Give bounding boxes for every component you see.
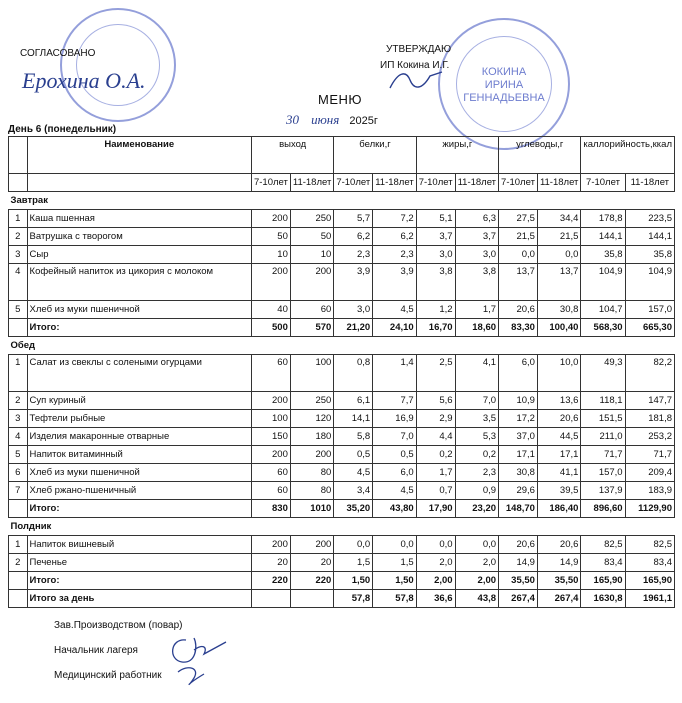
- age-7-10: 7-10лет: [251, 174, 290, 192]
- value-cell: 13,7: [537, 264, 580, 301]
- value-cell: 6,3: [455, 210, 498, 228]
- value-cell: 6,0: [373, 464, 416, 482]
- value-cell: 4,5: [373, 482, 416, 500]
- value-cell: 5,1: [416, 210, 455, 228]
- day-total-value: [251, 590, 290, 608]
- total-value: 16,70: [416, 319, 455, 337]
- value-cell: 50: [290, 228, 333, 246]
- value-cell: 20,6: [499, 536, 538, 554]
- value-cell: 20: [290, 554, 333, 572]
- total-value: 220: [290, 572, 333, 590]
- value-cell: 0,0: [537, 246, 580, 264]
- value-cell: 7,0: [455, 392, 498, 410]
- value-cell: 30,8: [537, 301, 580, 319]
- total-value: 220: [251, 572, 290, 590]
- value-cell: 71,7: [625, 446, 674, 464]
- value-cell: 80: [290, 464, 333, 482]
- total-value: 83,30: [499, 319, 538, 337]
- header-row: [9, 137, 675, 174]
- dish-name: Изделия макаронные отварные: [27, 428, 251, 446]
- section-title: Полдник: [9, 518, 675, 536]
- approval-stamp: [438, 18, 570, 150]
- header-name: Наименование: [27, 137, 251, 174]
- day-total-value: 57,8: [334, 590, 373, 608]
- value-cell: 181,8: [625, 410, 674, 428]
- value-cell: 82,5: [625, 536, 674, 554]
- value-cell: 100: [251, 410, 290, 428]
- value-cell: 178,8: [581, 210, 625, 228]
- day-total-value: 36,6: [416, 590, 455, 608]
- dish-name: Хлеб из муки пшеничной: [27, 301, 251, 319]
- total-value: 23,20: [455, 500, 498, 518]
- total-value: 2,00: [455, 572, 498, 590]
- value-cell: 60: [251, 482, 290, 500]
- value-cell: 104,7: [581, 301, 625, 319]
- dish-name: Кофейный напиток из цикория с молоком: [27, 264, 251, 301]
- value-cell: 120: [290, 410, 333, 428]
- row-number: 2: [9, 554, 28, 572]
- value-cell: 5,8: [334, 428, 373, 446]
- value-cell: 10: [290, 246, 333, 264]
- value-cell: 200: [251, 536, 290, 554]
- row-number: 6: [9, 464, 28, 482]
- header-yield: выход: [251, 137, 333, 174]
- dish-name: Ватрушка с творогом: [27, 228, 251, 246]
- total-value: 35,50: [537, 572, 580, 590]
- age-11-18: 11-18лет: [625, 174, 674, 192]
- total-value: 1129,90: [625, 500, 674, 518]
- table-row: [9, 264, 675, 301]
- dish-name: Хлеб ржано-пшеничный: [27, 482, 251, 500]
- table-row: [9, 536, 675, 554]
- value-cell: 144,1: [581, 228, 625, 246]
- total-row: [9, 500, 675, 518]
- approver-name: ИП Кокина И.Г.: [380, 60, 450, 71]
- total-value: 186,40: [537, 500, 580, 518]
- value-cell: 0,2: [416, 446, 455, 464]
- section-title: Обед: [9, 337, 675, 355]
- total-value: 43,80: [373, 500, 416, 518]
- camp-head-label: Начальник лагеря: [54, 645, 138, 656]
- value-cell: 0,7: [416, 482, 455, 500]
- row-number: 1: [9, 210, 28, 228]
- value-cell: 21,5: [499, 228, 538, 246]
- total-value: 500: [251, 319, 290, 337]
- value-cell: 34,4: [537, 210, 580, 228]
- header-protein: белки,г: [334, 137, 416, 174]
- day-total-row: [9, 590, 675, 608]
- value-cell: 83,4: [625, 554, 674, 572]
- header-fat: жиры,г: [416, 137, 498, 174]
- production-label: Зав.Производством (повар): [54, 620, 183, 631]
- value-cell: 60: [251, 355, 290, 392]
- row-number: 4: [9, 264, 28, 301]
- day-label: День 6 (понедельник): [8, 124, 117, 135]
- value-cell: 39,5: [537, 482, 580, 500]
- value-cell: 5,7: [334, 210, 373, 228]
- value-cell: 10,0: [537, 355, 580, 392]
- value-cell: 3,9: [373, 264, 416, 301]
- value-cell: 16,9: [373, 410, 416, 428]
- table-row: [9, 228, 675, 246]
- value-cell: 180: [290, 428, 333, 446]
- value-cell: 7,2: [373, 210, 416, 228]
- value-cell: 0,0: [334, 536, 373, 554]
- age-11-18: 11-18лет: [455, 174, 498, 192]
- menu-title: МЕНЮ: [318, 92, 363, 107]
- value-cell: 2,3: [373, 246, 416, 264]
- value-cell: 200: [251, 446, 290, 464]
- value-cell: 7,0: [373, 428, 416, 446]
- value-cell: 183,9: [625, 482, 674, 500]
- value-cell: 1,4: [373, 355, 416, 392]
- value-cell: 209,4: [625, 464, 674, 482]
- table-row: [9, 210, 675, 228]
- table-row: [9, 301, 675, 319]
- value-cell: 104,9: [625, 264, 674, 301]
- table-row: [9, 392, 675, 410]
- value-cell: 144,1: [625, 228, 674, 246]
- value-cell: 10: [251, 246, 290, 264]
- value-cell: 0,0: [499, 246, 538, 264]
- value-cell: 200: [290, 446, 333, 464]
- row-number: [9, 319, 28, 337]
- total-value: 35,20: [334, 500, 373, 518]
- stamp-line-2: ИРИНА: [484, 79, 524, 91]
- value-cell: 13,7: [499, 264, 538, 301]
- value-cell: 20: [251, 554, 290, 572]
- dish-name: Суп куриный: [27, 392, 251, 410]
- table-row: [9, 246, 675, 264]
- value-cell: 118,1: [581, 392, 625, 410]
- value-cell: 60: [251, 464, 290, 482]
- value-cell: 1,2: [416, 301, 455, 319]
- row-number: 3: [9, 246, 28, 264]
- total-row: [9, 572, 675, 590]
- value-cell: 0,0: [373, 536, 416, 554]
- value-cell: 44,5: [537, 428, 580, 446]
- value-cell: 104,9: [581, 264, 625, 301]
- value-cell: 223,5: [625, 210, 674, 228]
- total-value: 17,90: [416, 500, 455, 518]
- total-value: 1010: [290, 500, 333, 518]
- value-cell: 0,5: [373, 446, 416, 464]
- value-cell: 200: [251, 264, 290, 301]
- footer-signature: [164, 620, 244, 690]
- age-7-10: 7-10лет: [334, 174, 373, 192]
- stamp-line-1: КОКИНА: [481, 66, 527, 78]
- table-row: [9, 410, 675, 428]
- value-cell: 200: [290, 536, 333, 554]
- total-row: [9, 319, 675, 337]
- value-cell: 2,3: [334, 246, 373, 264]
- table-row: [9, 446, 675, 464]
- total-value: 24,10: [373, 319, 416, 337]
- value-cell: 3,9: [334, 264, 373, 301]
- section-row: [9, 192, 675, 210]
- value-cell: 3,5: [455, 410, 498, 428]
- age-7-10: 7-10лет: [581, 174, 625, 192]
- value-cell: 29,6: [499, 482, 538, 500]
- table-row: [9, 428, 675, 446]
- value-cell: 14,9: [537, 554, 580, 572]
- value-cell: 17,1: [537, 446, 580, 464]
- section-title: Завтрак: [9, 192, 675, 210]
- value-cell: 3,8: [416, 264, 455, 301]
- age-7-10: 7-10лет: [416, 174, 455, 192]
- value-cell: 1,7: [455, 301, 498, 319]
- value-cell: 211,0: [581, 428, 625, 446]
- dish-name: Напиток витаминный: [27, 446, 251, 464]
- total-value: 1,50: [334, 572, 373, 590]
- value-cell: 20,6: [537, 410, 580, 428]
- dish-name: Хлеб из муки пшеничной: [27, 464, 251, 482]
- header-carbs: углеводы,г: [499, 137, 581, 174]
- total-value: 1,50: [373, 572, 416, 590]
- value-cell: 3,8: [455, 264, 498, 301]
- total-value: 830: [251, 500, 290, 518]
- value-cell: 3,7: [455, 228, 498, 246]
- table-row: [9, 464, 675, 482]
- table-row: [9, 482, 675, 500]
- total-value: 148,70: [499, 500, 538, 518]
- value-cell: 14,1: [334, 410, 373, 428]
- value-cell: 6,1: [334, 392, 373, 410]
- value-cell: 2,5: [416, 355, 455, 392]
- total-value: 896,60: [581, 500, 625, 518]
- value-cell: 250: [290, 210, 333, 228]
- value-cell: 100: [290, 355, 333, 392]
- value-cell: 7,7: [373, 392, 416, 410]
- total-value: 35,50: [499, 572, 538, 590]
- value-cell: 41,1: [537, 464, 580, 482]
- age-header-row: [9, 174, 675, 192]
- value-cell: 4,5: [334, 464, 373, 482]
- row-number: [9, 572, 28, 590]
- date-month: июня: [311, 112, 340, 127]
- value-cell: 3,7: [416, 228, 455, 246]
- row-number: 2: [9, 392, 28, 410]
- value-cell: 3,0: [455, 246, 498, 264]
- day-total-value: 57,8: [373, 590, 416, 608]
- value-cell: 37,0: [499, 428, 538, 446]
- total-value: 165,90: [625, 572, 674, 590]
- value-cell: 14,9: [499, 554, 538, 572]
- value-cell: 82,5: [581, 536, 625, 554]
- value-cell: 60: [290, 301, 333, 319]
- value-cell: 35,8: [581, 246, 625, 264]
- total-value: 100,40: [537, 319, 580, 337]
- value-cell: 200: [290, 264, 333, 301]
- age-11-18: 11-18лет: [373, 174, 416, 192]
- age-7-10: 7-10лет: [499, 174, 538, 192]
- medic-label: Медицинский работник: [54, 670, 162, 681]
- date-year: 2025г: [349, 115, 378, 127]
- agreed-label: СОГЛАСОВАНО: [20, 48, 96, 59]
- total-label: Итого:: [27, 500, 251, 518]
- value-cell: 253,2: [625, 428, 674, 446]
- total-value: 165,90: [581, 572, 625, 590]
- section-row: [9, 518, 675, 536]
- day-total-value: 267,4: [499, 590, 538, 608]
- total-value: 2,00: [416, 572, 455, 590]
- value-cell: 0,9: [455, 482, 498, 500]
- stamp-line-3: ГЕННАДЬЕВНА: [463, 92, 545, 104]
- value-cell: 1,5: [334, 554, 373, 572]
- value-cell: 0,8: [334, 355, 373, 392]
- value-cell: 83,4: [581, 554, 625, 572]
- dish-name: Напиток вишневый: [27, 536, 251, 554]
- value-cell: 0,0: [416, 536, 455, 554]
- dish-name: Каша пшенная: [27, 210, 251, 228]
- section-row: [9, 337, 675, 355]
- row-number: 1: [9, 536, 28, 554]
- value-cell: 157,0: [625, 301, 674, 319]
- total-value: 570: [290, 319, 333, 337]
- age-11-18: 11-18лет: [537, 174, 580, 192]
- total-value: 568,30: [581, 319, 625, 337]
- value-cell: 20,6: [499, 301, 538, 319]
- menu-date: [286, 112, 378, 128]
- date-day: 30: [286, 112, 299, 127]
- row-number: 5: [9, 301, 28, 319]
- value-cell: 10,9: [499, 392, 538, 410]
- row-number: 5: [9, 446, 28, 464]
- total-value: 18,60: [455, 319, 498, 337]
- menu-table: [8, 136, 675, 608]
- value-cell: 2,3: [455, 464, 498, 482]
- value-cell: 82,2: [625, 355, 674, 392]
- age-11-18: 11-18лет: [290, 174, 333, 192]
- day-total-label: Итого за день: [27, 590, 251, 608]
- stamp-text: [440, 66, 568, 105]
- row-number: 7: [9, 482, 28, 500]
- value-cell: 1,5: [373, 554, 416, 572]
- table-row: [9, 554, 675, 572]
- value-cell: 3,4: [334, 482, 373, 500]
- day-total-value: 267,4: [537, 590, 580, 608]
- table-row: [9, 355, 675, 392]
- value-cell: 71,7: [581, 446, 625, 464]
- value-cell: 4,1: [455, 355, 498, 392]
- value-cell: 6,2: [373, 228, 416, 246]
- value-cell: 0,2: [455, 446, 498, 464]
- value-cell: 17,1: [499, 446, 538, 464]
- value-cell: 0,0: [455, 536, 498, 554]
- value-cell: 80: [290, 482, 333, 500]
- total-value: 665,30: [625, 319, 674, 337]
- value-cell: 27,5: [499, 210, 538, 228]
- value-cell: 200: [251, 210, 290, 228]
- day-total-value: [290, 590, 333, 608]
- value-cell: 137,9: [581, 482, 625, 500]
- value-cell: 0,5: [334, 446, 373, 464]
- value-cell: 1,7: [416, 464, 455, 482]
- dish-name: Печенье: [27, 554, 251, 572]
- row-number: 1: [9, 355, 28, 392]
- value-cell: 2,0: [416, 554, 455, 572]
- value-cell: 157,0: [581, 464, 625, 482]
- header-num-cell: [9, 137, 28, 174]
- row-number: 3: [9, 410, 28, 428]
- value-cell: 2,0: [455, 554, 498, 572]
- value-cell: 21,5: [537, 228, 580, 246]
- value-cell: 13,6: [537, 392, 580, 410]
- day-total-value: 43,8: [455, 590, 498, 608]
- value-cell: 40: [251, 301, 290, 319]
- value-cell: 6,0: [499, 355, 538, 392]
- approved-label: УТВЕРЖДАЮ: [386, 44, 452, 55]
- dish-name: Салат из свеклы с солеными огурцами: [27, 355, 251, 392]
- value-cell: 49,3: [581, 355, 625, 392]
- total-label: Итого:: [27, 572, 251, 590]
- value-cell: 4,5: [373, 301, 416, 319]
- total-label: Итого:: [27, 319, 251, 337]
- value-cell: 20,6: [537, 536, 580, 554]
- row-number: 4: [9, 428, 28, 446]
- value-cell: 4,4: [416, 428, 455, 446]
- day-total-value: 1630,8: [581, 590, 625, 608]
- value-cell: 6,2: [334, 228, 373, 246]
- value-cell: 50: [251, 228, 290, 246]
- value-cell: 3,0: [334, 301, 373, 319]
- dish-name: Сыр: [27, 246, 251, 264]
- value-cell: 150: [251, 428, 290, 446]
- value-cell: 5,6: [416, 392, 455, 410]
- row-number: [9, 500, 28, 518]
- dish-name: Тефтели рыбные: [27, 410, 251, 428]
- value-cell: 250: [290, 392, 333, 410]
- value-cell: 30,8: [499, 464, 538, 482]
- agreement-stamp: [60, 8, 176, 122]
- row-number: 2: [9, 228, 28, 246]
- value-cell: 147,7: [625, 392, 674, 410]
- total-value: 21,20: [334, 319, 373, 337]
- day-total-value: 1961,1: [625, 590, 674, 608]
- approver-signature: [386, 66, 446, 94]
- value-cell: 35,8: [625, 246, 674, 264]
- agreed-signature: Ерохина О.А.: [22, 68, 146, 93]
- value-cell: 17,2: [499, 410, 538, 428]
- row-number: [9, 590, 28, 608]
- value-cell: 200: [251, 392, 290, 410]
- header-calories: каллорийность,ккал: [581, 137, 675, 174]
- value-cell: 151,5: [581, 410, 625, 428]
- value-cell: 3,0: [416, 246, 455, 264]
- value-cell: 2,9: [416, 410, 455, 428]
- value-cell: 5,3: [455, 428, 498, 446]
